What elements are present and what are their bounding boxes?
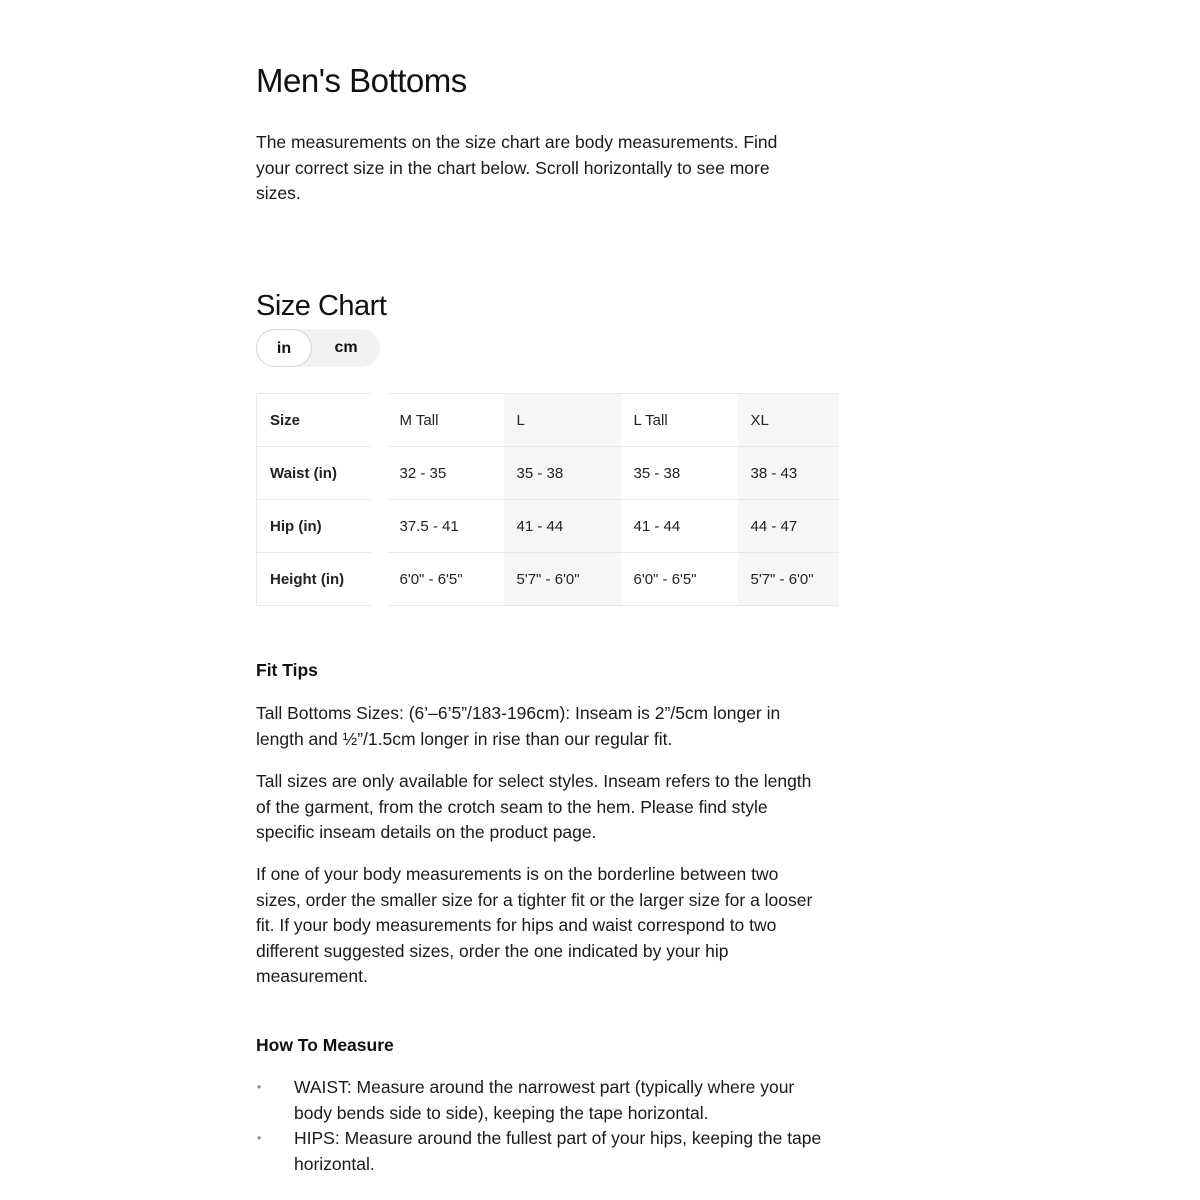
table-cell: 6'0" - 6'5" bbox=[387, 553, 504, 606]
table-row-hip bbox=[257, 500, 839, 553]
table-cell: 5'7" - 6'0" bbox=[504, 553, 621, 606]
unit-toggle bbox=[256, 329, 380, 367]
table-cell: 38 - 43 bbox=[738, 447, 839, 500]
fit-tip-paragraph: Tall Bottoms Sizes: (6’–6’5”/183-196cm): Inseam is 2”/5cm longer in length and ½”/1.5cm longer in rise than our regular fit. bbox=[256, 703, 781, 749]
size-chart-title: Size Chart bbox=[256, 290, 387, 322]
list-item bbox=[256, 1075, 826, 1126]
how-to-measure-list bbox=[256, 1075, 826, 1177]
table-cell: 37.5 - 41 bbox=[387, 500, 504, 553]
row-header: Hip (in) bbox=[257, 500, 371, 553]
table-row-waist bbox=[257, 447, 839, 500]
size-table bbox=[256, 393, 839, 606]
unit-in-button[interactable]: in bbox=[256, 329, 312, 367]
table-cell: 35 - 38 bbox=[621, 447, 738, 500]
page-title: Men's Bottoms bbox=[256, 62, 467, 99]
table-cell: 41 - 44 bbox=[621, 500, 738, 553]
bullet-icon: • bbox=[257, 1131, 262, 1145]
table-row-size bbox=[257, 394, 839, 447]
how-to-measure-title: How To Measure bbox=[256, 1035, 394, 1055]
table-cell: 41 - 44 bbox=[504, 500, 621, 553]
measure-instruction: WAIST: Measure around the narrowest part (typically where your body bends side to side), keeping the tape horizontal. bbox=[294, 1077, 795, 1123]
table-cell: 32 - 35 bbox=[387, 447, 504, 500]
size-table-scroll[interactable] bbox=[256, 393, 838, 605]
table-cell: 44 - 47 bbox=[738, 500, 839, 553]
row-header: Height (in) bbox=[257, 553, 371, 606]
measure-instruction: HIPS: Measure around the fullest part of your hips, keeping the tape horizontal. bbox=[294, 1128, 822, 1174]
list-item bbox=[256, 1126, 826, 1177]
table-cell: XL bbox=[738, 394, 839, 447]
table-row-height bbox=[257, 553, 839, 606]
table-cell: 6'0" - 6'5" bbox=[621, 553, 738, 606]
fit-tip-paragraph: Tall sizes are only available for select styles. Inseam refers to the length of the garment, from the crotch seam to the hem. Please find style specific inseam details on the product page. bbox=[256, 771, 812, 842]
row-header: Waist (in) bbox=[257, 447, 371, 500]
table-cell: 35 - 38 bbox=[504, 447, 621, 500]
row-header: Size bbox=[257, 394, 371, 447]
bullet-icon: • bbox=[257, 1080, 262, 1094]
table-cell: M Tall bbox=[387, 394, 504, 447]
fit-tips-title: Fit Tips bbox=[256, 660, 318, 680]
intro-text: The measurements on the size chart are body measurements. Find your correct size in the chart below. Scroll horizontally to see more sizes. bbox=[256, 132, 778, 203]
table-cell: L Tall bbox=[621, 394, 738, 447]
unit-cm-button[interactable]: cm bbox=[334, 339, 358, 356]
table-cell: L bbox=[504, 394, 621, 447]
fit-tip-paragraph: If one of your body measurements is on the borderline between two sizes, order the smaller size for a tighter fit or the larger size for a looser fit. If your body measurements for hips and waist correspond to two different suggested sizes, order the one indicated by your hip measurement. bbox=[256, 864, 813, 986]
table-cell: 5'7" - 6'0" bbox=[738, 553, 839, 606]
